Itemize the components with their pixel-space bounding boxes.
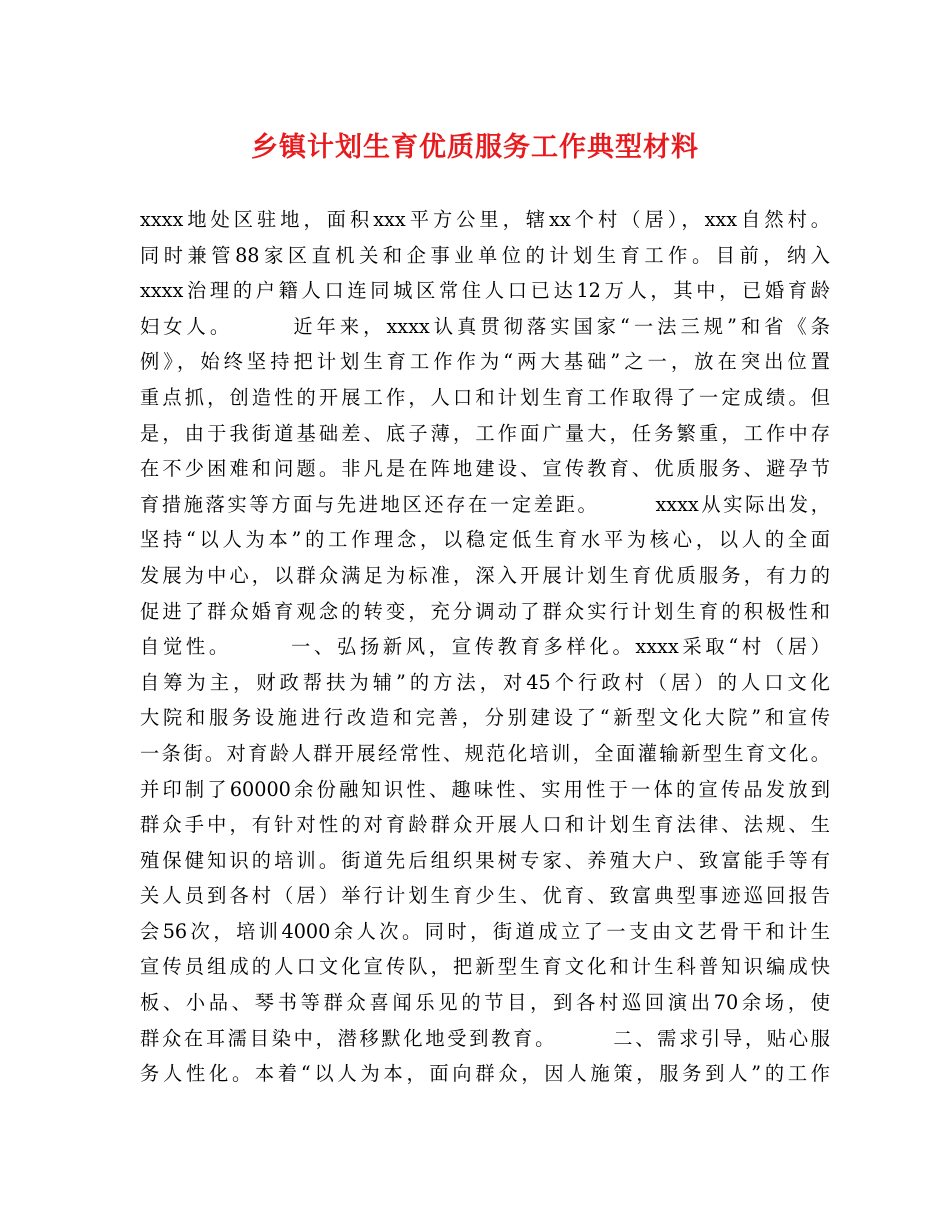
body-line: 同时兼管88家区直机关和企事业单位的计划生育工作。目前，纳入 <box>140 243 830 267</box>
body-line: 宣传员组成的人口文化宣传队，把新型生育文化和计生科普知识编成快 <box>140 955 830 979</box>
body-line: 群众在耳濡目染中，潜移默化地受到教育。 二、需求引导，贴心服 <box>140 1026 830 1050</box>
body-line: xxxx治理的户籍人口连同城区常住人口已达12万人，其中，已婚育龄 <box>140 279 830 303</box>
body-line: 关人员到各村（居）举行计划生育少生、优育、致富典型事迹巡回报告 <box>140 884 830 908</box>
body-line: 大院和服务设施进行改造和完善，分别建设了“新型文化大院”和宣传 <box>140 706 830 730</box>
body-line: 会56次，培训4000余人次。同时，街道成立了一支由文艺骨干和计生 <box>140 919 830 943</box>
body-line: 例》，始终坚持把计划生育工作作为“两大基础”之一，放在突出位置 <box>140 350 830 374</box>
body-line: 在不少困难和问题。非凡是在阵地建设、宣传教育、优质服务、避孕节 <box>140 457 830 481</box>
document-title: 乡镇计划生育优质服务工作典型材料 <box>251 132 699 163</box>
body-line: xxxx地处区驻地，面积xxx平方公里，辖xx个村（居），xxx自然村。 <box>140 208 830 231</box>
body-line: 自觉性。 一、弘扬新风，宣传教育多样化。xxxx采取“村（居） <box>140 635 830 659</box>
body-line: 是，由于我街道基础差、底子薄，工作面广量大，任务繁重，工作中存 <box>140 421 830 445</box>
body-line: 群众手中，有针对性的对育龄群众开展人口和计划生育法律、法规、生 <box>140 813 830 837</box>
body-line: 并印制了60000余份融知识性、趣味性、实用性于一体的宣传品发放到 <box>140 777 830 801</box>
body-line: 殖保健知识的培训。街道先后组织果树专家、养殖大户、致富能手等有 <box>140 848 830 872</box>
body-line: 重点抓，创造性的开展工作，人口和计划生育工作取得了一定成绩。但 <box>140 385 830 409</box>
body-line: 发展为中心，以群众满足为标准，深入开展计划生育优质服务，有力的 <box>140 563 830 587</box>
body-line: 坚持“以人为本”的工作理念，以稳定低生育水平为核心，以人的全面 <box>140 528 830 552</box>
body-line: 务人性化。本着“以人为本，面向群众，因人施策，服务到人”的工作 <box>140 1062 830 1086</box>
body-line: 妇女人。 近年来，xxxx认真贯彻落实国家“一法三规”和省《条 <box>140 314 830 338</box>
body-line: 板、小品、琴书等群众喜闻乐见的节目，到各村巡回演出70余场，使 <box>140 991 830 1015</box>
body-line: 育措施落实等方面与先进地区还存在一定差距。 xxxx从实际出发， <box>140 492 830 516</box>
document-body <box>140 202 830 1092</box>
body-line: 一条街。对育龄人群开展经常性、规范化培训，全面灌输新型生育文化。 <box>140 741 830 765</box>
body-line: 自筹为主，财政帮扶为辅”的方法，对45个行政村（居）的人口文化 <box>140 670 830 694</box>
body-line: 促进了群众婚育观念的转变，充分调动了群众实行计划生育的积极性和 <box>140 599 830 623</box>
